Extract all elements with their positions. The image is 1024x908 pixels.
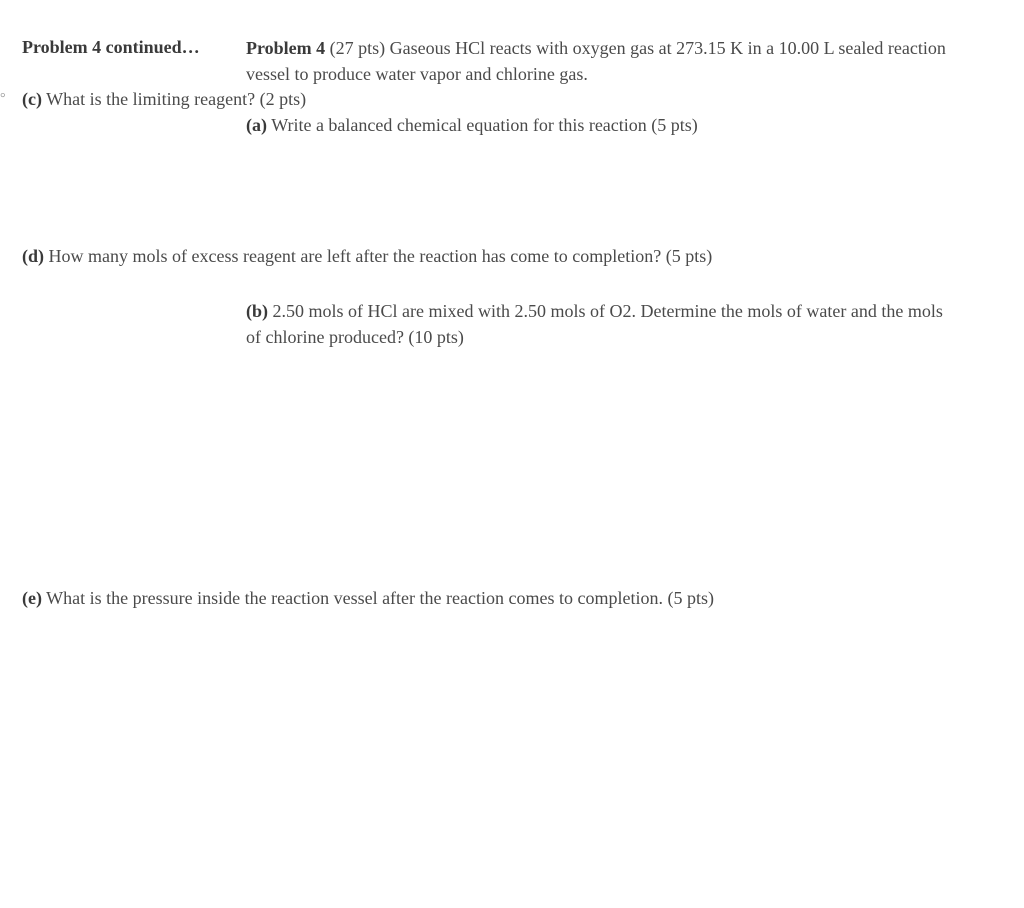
problem-statement-line1 [246,35,946,61]
problem-statement-text: (27 pts) Gaseous HCl reacts with oxygen gas at 273.15 K in a 10.00 L sealed reaction [329,38,946,58]
question-a-label: (a) [246,115,267,135]
problem-statement-line2: vessel to produce water vapor and chlorine gas. [246,64,588,84]
question-b-line1 [246,298,943,324]
question-a [246,115,698,136]
question-e-label: (e) [22,588,42,608]
question-b-label: (b) [246,301,268,321]
continued-heading: Problem 4 continued… [22,37,200,57]
question-b-line2: of chlorine produced? (10 pts) [246,327,464,347]
question-c [22,89,306,110]
problem-title: Problem 4 [246,38,326,58]
question-c-label: (c) [22,89,42,109]
question-d-text: How many mols of excess reagent are left after the reaction has come to completion? (5 pts) [48,246,713,266]
question-a-text: Write a balanced chemical equation for this reaction (5 pts) [271,115,698,135]
question-d-label: (d) [22,246,44,266]
question-d [22,246,712,267]
question-e [22,588,714,609]
margin-mark: ° [0,91,6,106]
question-e-text: What is the pressure inside the reaction vessel after the reaction comes to completion. (5 pts) [46,588,714,608]
question-b-text: 2.50 mols of HCl are mixed with 2.50 mols of O2. Determine the mols of water and the mols [272,301,943,321]
question-c-text: What is the limiting reagent? (2 pts) [46,89,307,109]
